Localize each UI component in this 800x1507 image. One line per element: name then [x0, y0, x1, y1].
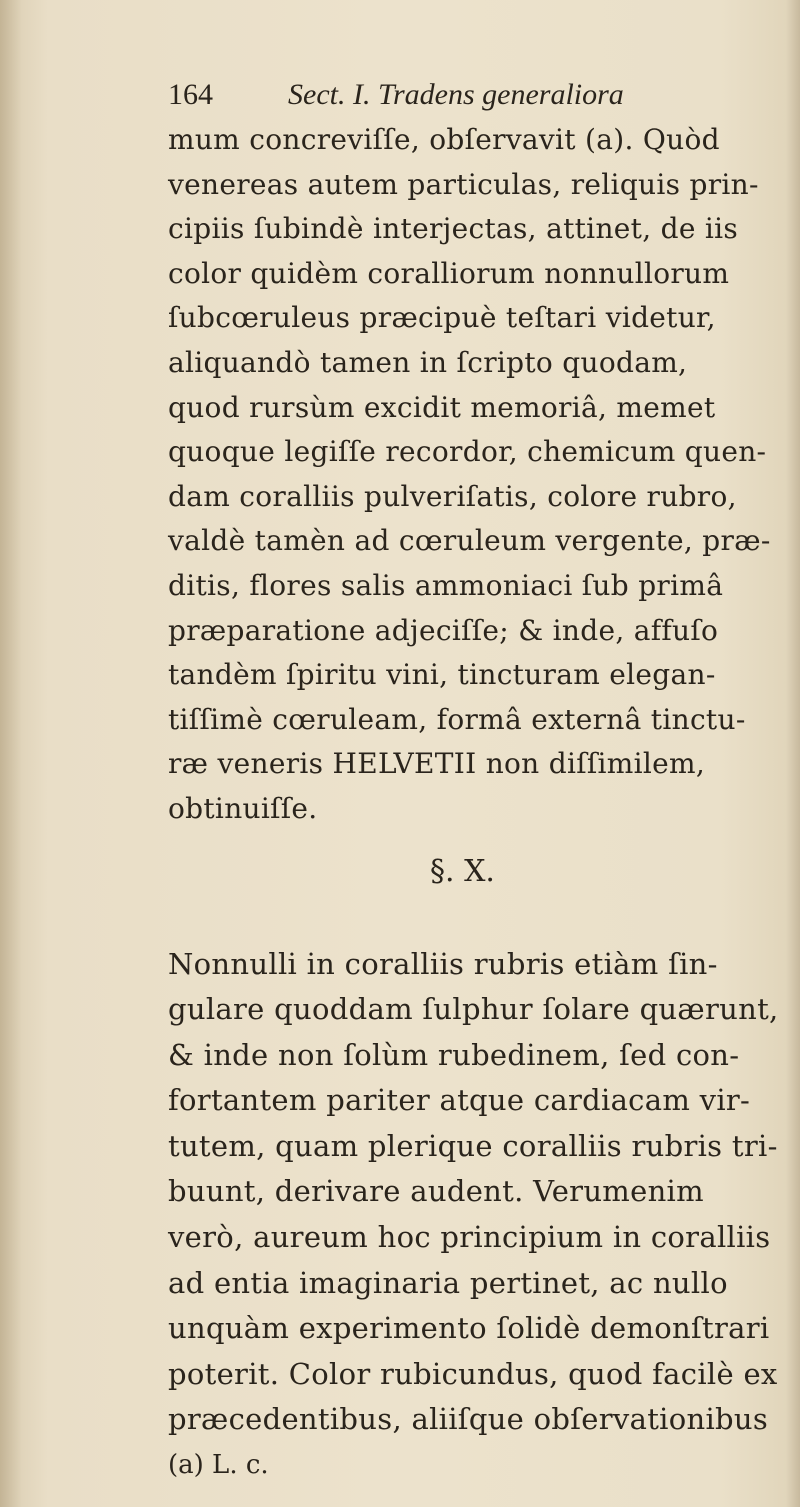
text-line: tandèm ſpiritu vini, tincturam elegan- — [168, 658, 716, 692]
text-line: ditis, flores salis ammoniaci ſub primâ — [168, 568, 724, 602]
text-line: ræ veneris HELVETII non diſſimilem, — [168, 747, 706, 781]
text-line: dam coralliis pulveriſatis, colore rubro, — [168, 479, 737, 513]
text-line: mum concreviſſe, obſervavit (a). Quòd — [168, 123, 720, 156]
text-line: ad entia imaginaria pertinet, ac nullo — [168, 1265, 728, 1300]
text-line: Nonnulli in coralliis rubris etiàm ſin- — [168, 946, 718, 981]
text-line: quod rursùm excidit memoriâ, memet — [168, 390, 716, 424]
text-line: aliquandò tamen in ſcripto quodam, — [168, 345, 688, 379]
text-line: quoque legiſſe recordor, chemicum quen- — [168, 435, 767, 469]
text-line: præcedentibus, aliiſque obſervationibus — [168, 1402, 769, 1437]
paragraph-2 — [168, 942, 779, 1444]
page-number: 164 — [168, 78, 213, 111]
text-line: fortantem pariter atque cardiacam vir- — [168, 1083, 751, 1118]
text-block — [168, 72, 779, 1487]
text-line: unquàm experimento ſolidè demonſtrari — [168, 1311, 770, 1346]
text-line: præparatione adjeciſſe; & inde, affuſo — [168, 613, 719, 647]
text-line: buunt, derivare audent. Verumenim — [168, 1174, 704, 1209]
text-line: ſubcœruleus præcipuè teſtari videtur, — [168, 301, 716, 335]
section-heading: §. X. — [430, 853, 495, 889]
text-line: venereas autem particulas, reliquis prin- — [168, 167, 759, 201]
footnote: (a) L. c. — [168, 1450, 269, 1481]
text-line: tutem, quam plerique coralliis rubris tri- — [168, 1128, 778, 1163]
paragraph-1 — [168, 118, 771, 832]
page-fold-shadow — [0, 0, 22, 1507]
text-line: poterit. Color rubicundus, quod facilè ex — [168, 1356, 778, 1391]
page-header — [168, 72, 768, 118]
text-line: obtinuiſſe. — [168, 791, 318, 825]
text-line: gulare quoddam ſulphur ſolare quærunt, — [168, 992, 779, 1027]
page-edge-shadow — [786, 0, 800, 1507]
text-line: cipiis ſubindè interjectas, attinet, de iis — [168, 212, 739, 246]
text-line: verò, aureum hoc principium in coralliis — [168, 1220, 771, 1255]
text-line: valdè tamèn ad cœruleum vergente, præ- — [168, 524, 771, 558]
text-line: color quidèm coralliorum nonnullorum — [168, 256, 730, 290]
text-line: tiſſimè cœruleam, formâ externâ tinctu- — [168, 702, 746, 736]
text-line: & inde non ſolùm rubedinem, ſed con- — [168, 1037, 740, 1072]
running-head: Sect. I. Tradens generaliora — [288, 78, 624, 111]
